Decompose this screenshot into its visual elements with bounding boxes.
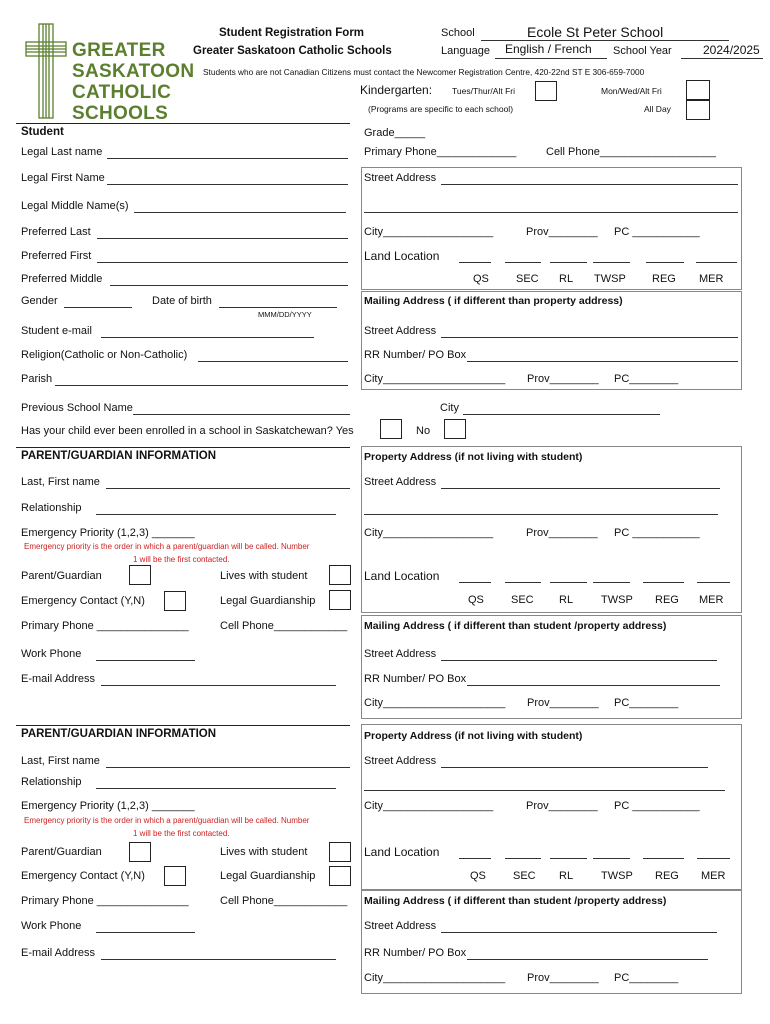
grade-field[interactable]: Grade_____ xyxy=(364,127,426,139)
mail-city-field[interactable]: City____________________ xyxy=(364,373,506,385)
guardian1-name-label: Last, First name xyxy=(21,476,100,488)
guardian2-lives-label: Lives with student xyxy=(220,846,308,858)
guardian2-name-input[interactable] xyxy=(106,767,350,768)
guardian2-emergency-checkbox[interactable] xyxy=(164,866,186,886)
preferred-last-input[interactable] xyxy=(97,238,348,239)
dob-format: MMM/DD/YYYY xyxy=(258,310,312,319)
gender-label: Gender xyxy=(21,295,58,307)
guardian1-mail-street-input[interactable] xyxy=(441,660,717,661)
guardian1-rr-label: RR Number/ PO Box xyxy=(364,673,467,685)
guardian2-work-phone-input[interactable] xyxy=(96,932,195,933)
student-email-label: Student e-mail xyxy=(21,325,92,337)
guardian1-street-input[interactable] xyxy=(441,488,720,489)
guardian2-street-input-2[interactable] xyxy=(364,790,725,791)
guardian2-rr-label: RR Number/ PO Box xyxy=(364,947,467,959)
form-title: Student Registration Form xyxy=(219,27,365,39)
guardian2-land-label: Land Location xyxy=(364,845,440,859)
mail-street-label: Street Address xyxy=(364,325,437,337)
guardian1-mail-street-label: Street Address xyxy=(364,648,437,660)
guardian1-primary-phone[interactable]: Primary Phone _______________ xyxy=(21,620,189,632)
guardian2-land-col-twsp: TWSP xyxy=(601,870,633,882)
legal-last-label: Legal Last name xyxy=(21,146,103,158)
land-col-mer: MER xyxy=(699,273,724,285)
guardian2-mailing-heading: Mailing Address ( if different than student /property address) xyxy=(364,895,667,907)
guardian1-email-input[interactable] xyxy=(101,685,336,686)
guardian2-legal-label: Legal Guardianship xyxy=(220,870,316,882)
street-address-label: Street Address xyxy=(364,172,437,184)
enrolled-no-checkbox[interactable] xyxy=(444,419,466,439)
guardian1-land-col-qs: QS xyxy=(468,594,484,606)
student-mailing-heading: Mailing Address ( if different than property address) xyxy=(364,295,623,307)
guardian1-land-col-sec: SEC xyxy=(511,594,534,606)
religion-label: Religion(Catholic or Non-Catholic) xyxy=(21,349,188,361)
form-subtitle: Greater Saskatoon Catholic Schools xyxy=(193,45,392,57)
guardian1-priority-note-1: Emergency priority is the order in which a parent/guardian will be called. Number xyxy=(24,542,310,551)
logo-line-4: SCHOOLS xyxy=(72,103,169,124)
land-col-twsp: TWSP xyxy=(594,273,626,285)
allday-checkbox[interactable] xyxy=(686,100,710,120)
guardian1-email-label: E-mail Address xyxy=(21,673,95,685)
guardian2-work-phone-label: Work Phone xyxy=(21,920,82,932)
preferred-first-input[interactable] xyxy=(97,262,348,263)
guardian1-work-phone-label: Work Phone xyxy=(21,648,82,660)
guardian1-legal-label: Legal Guardianship xyxy=(220,595,316,607)
guardian2-primary-phone[interactable]: Primary Phone _______________ xyxy=(21,895,189,907)
preferred-middle-input[interactable] xyxy=(110,285,348,286)
guardian1-prov[interactable]: Prov________ xyxy=(526,527,598,539)
guardian2-emergency-label: Emergency Contact (Y,N) xyxy=(21,870,145,882)
legal-first-label: Legal First Name xyxy=(21,172,105,184)
guardian1-name-input[interactable] xyxy=(106,488,350,489)
mon-checkbox[interactable] xyxy=(686,80,710,100)
guardian2-land-col-rl: RL xyxy=(559,870,574,882)
tues-label: Tues/Thur/Alt Fri xyxy=(452,86,515,96)
enrolled-question: Has your child ever been enrolled in a school in Saskatchewan? Yes xyxy=(21,425,354,437)
city-field[interactable]: City__________________ xyxy=(364,226,494,238)
guardian1-emergency-checkbox[interactable] xyxy=(164,591,186,611)
guardian1-mail-city[interactable]: City____________________ xyxy=(364,697,506,709)
guardian1-property-heading: Property Address (if not living with student) xyxy=(364,451,583,463)
school-year-field[interactable]: 2024/2025 xyxy=(703,43,760,57)
primary-phone-field[interactable]: Primary Phone_____________ xyxy=(364,146,517,158)
previous-school-input[interactable] xyxy=(133,414,350,415)
gender-input[interactable] xyxy=(64,307,132,308)
guardian1-land-col-rl: RL xyxy=(559,594,574,606)
guardian1-land-col-reg: REG xyxy=(655,594,679,606)
cross-logo-icon xyxy=(24,22,68,120)
guardian2-city[interactable]: City__________________ xyxy=(364,800,494,812)
guardian1-priority-note-2: 1 will be the first contacted. xyxy=(133,555,230,564)
legal-first-input[interactable] xyxy=(107,184,348,185)
land-location-label: Land Location xyxy=(364,249,440,263)
enrolled-no-label: No xyxy=(416,425,431,437)
land-col-reg: REG xyxy=(652,273,676,285)
street-address-input-2[interactable] xyxy=(364,212,738,213)
allday-label: All Day xyxy=(644,104,671,114)
guardian1-parent-label: Parent/Guardian xyxy=(21,570,102,582)
language-field[interactable]: English / French xyxy=(505,42,592,56)
guardian1-mail-prov[interactable]: Prov________ xyxy=(527,697,599,709)
guardian1-street-label: Street Address xyxy=(364,476,437,488)
guardian2-land-col-sec: SEC xyxy=(513,870,536,882)
guardian2-relationship-label: Relationship xyxy=(21,776,82,788)
mail-pc-field[interactable]: PC________ xyxy=(614,373,679,385)
preferred-middle-label: Preferred Middle xyxy=(21,273,103,285)
preferred-last-label: Preferred Last xyxy=(21,226,91,238)
guardian1-street-input-2[interactable] xyxy=(364,514,718,515)
guardian2-lives-checkbox[interactable] xyxy=(329,842,351,862)
school-field[interactable]: Ecole St Peter School xyxy=(527,24,664,40)
student-email-input[interactable] xyxy=(101,337,314,338)
guardian1-relationship-label: Relationship xyxy=(21,502,82,514)
logo-line-2: SASKATOON xyxy=(72,61,195,82)
guardian1-city[interactable]: City__________________ xyxy=(364,527,494,539)
guardian1-work-phone-input[interactable] xyxy=(96,660,195,661)
guardian2-email-input[interactable] xyxy=(101,959,336,960)
guardian2-land-col-qs: QS xyxy=(470,870,486,882)
prov-field[interactable]: Prov________ xyxy=(526,226,598,238)
cell-phone-field[interactable]: Cell Phone___________________ xyxy=(546,146,717,158)
tues-checkbox[interactable] xyxy=(535,81,557,101)
guardian2-pc[interactable]: PC ___________ xyxy=(614,800,700,812)
student-heading: Student xyxy=(21,126,64,138)
guardian2-land-col-reg: REG xyxy=(655,870,679,882)
guardian1-priority[interactable]: Emergency Priority (1,2,3) _______ xyxy=(21,527,195,539)
guardian2-mail-prov[interactable]: Prov________ xyxy=(527,972,599,984)
previous-school-label: Previous School Name xyxy=(21,402,133,414)
guardian2-name-label: Last, First name xyxy=(21,755,100,767)
land-col-rl: RL xyxy=(559,273,574,285)
guardian1-parent-checkbox[interactable] xyxy=(129,565,151,585)
school-year-label: School Year xyxy=(613,45,672,57)
guardian2-email-label: E-mail Address xyxy=(21,947,95,959)
guardian1-land-col-mer: MER xyxy=(699,594,724,606)
street-address-input[interactable] xyxy=(441,184,738,185)
logo-line-1: GREATER xyxy=(72,40,166,61)
guardian1-pc[interactable]: PC ___________ xyxy=(614,527,700,539)
guardian2-legal-checkbox[interactable] xyxy=(329,866,351,886)
guardian2-street-input[interactable] xyxy=(441,767,708,768)
guardian2-priority-note-1: Emergency priority is the order in which a parent/guardian will be called. Number xyxy=(24,816,310,825)
guardian2-relationship-input[interactable] xyxy=(96,788,336,789)
parish-input[interactable] xyxy=(55,385,348,386)
logo xyxy=(24,22,195,124)
guardian1-legal-checkbox[interactable] xyxy=(329,590,351,610)
language-label: Language xyxy=(441,45,490,57)
guardian2-priority-note-2: 1 will be the first contacted. xyxy=(133,829,230,838)
guardian2-heading: PARENT/GUARDIAN INFORMATION xyxy=(21,728,217,740)
guardian1-relationship-input[interactable] xyxy=(96,514,336,515)
guardian1-cell-phone[interactable]: Cell Phone____________ xyxy=(220,620,348,632)
enrolled-yes-checkbox[interactable] xyxy=(380,419,402,439)
guardian2-property-heading: Property Address (if not living with student) xyxy=(364,730,583,742)
school-label: School xyxy=(441,27,475,39)
guardian1-lives-checkbox[interactable] xyxy=(329,565,351,585)
dob-input[interactable] xyxy=(219,307,337,308)
preferred-first-label: Preferred First xyxy=(21,250,92,262)
rr-number-input[interactable] xyxy=(467,361,738,362)
legal-middle-input[interactable] xyxy=(134,212,346,213)
guardian2-land-col-mer: MER xyxy=(701,870,726,882)
previous-city-label: City xyxy=(440,402,459,414)
legal-last-input[interactable] xyxy=(107,158,348,159)
guardian1-rr-input[interactable] xyxy=(467,685,720,686)
rr-number-label: RR Number/ PO Box xyxy=(364,349,467,361)
guardian2-mail-city[interactable]: City____________________ xyxy=(364,972,506,984)
guardian2-mail-street-input[interactable] xyxy=(441,932,717,933)
guardian2-priority[interactable]: Emergency Priority (1,2,3) _______ xyxy=(21,800,195,812)
kindergarten-label: Kindergarten: xyxy=(360,83,433,97)
guardian1-emergency-label: Emergency Contact (Y,N) xyxy=(21,595,145,607)
mon-label: Mon/Wed/Alt Fri xyxy=(601,86,662,96)
guardian2-mail-pc[interactable]: PC________ xyxy=(614,972,679,984)
programs-note: (Programs are specific to each school) xyxy=(368,104,514,114)
guardian2-parent-checkbox[interactable] xyxy=(129,842,151,862)
mail-street-input[interactable] xyxy=(441,337,738,338)
guardian1-mail-pc[interactable]: PC________ xyxy=(614,697,679,709)
land-col-sec: SEC xyxy=(516,273,539,285)
guardian1-mailing-heading: Mailing Address ( if different than student /property address) xyxy=(364,620,667,632)
pc-field[interactable]: PC ___________ xyxy=(614,226,700,238)
guardian1-heading: PARENT/GUARDIAN INFORMATION xyxy=(21,450,217,462)
guardian2-mail-street-label: Street Address xyxy=(364,920,437,932)
guardian1-land-label: Land Location xyxy=(364,569,440,583)
guardian2-cell-phone[interactable]: Cell Phone____________ xyxy=(220,895,348,907)
previous-city-input[interactable] xyxy=(463,414,660,415)
dob-label: Date of birth xyxy=(152,295,212,307)
logo-line-3: CATHOLIC xyxy=(72,82,172,103)
guardian2-rr-input[interactable] xyxy=(467,959,708,960)
guardian2-parent-label: Parent/Guardian xyxy=(21,846,102,858)
parish-label: Parish xyxy=(21,373,53,385)
newcomer-note: Students who are not Canadian Citizens must contact the Newcomer Registration Centre, 420-22nd ST E 306-659-7000 xyxy=(203,67,645,77)
religion-input[interactable] xyxy=(198,361,348,362)
guardian2-street-label: Street Address xyxy=(364,755,437,767)
guardian1-lives-label: Lives with student xyxy=(220,570,308,582)
mail-prov-field[interactable]: Prov________ xyxy=(527,373,599,385)
land-col-qs: QS xyxy=(473,273,489,285)
guardian1-land-col-twsp: TWSP xyxy=(601,594,633,606)
guardian2-prov[interactable]: Prov________ xyxy=(526,800,598,812)
legal-middle-label: Legal Middle Name(s) xyxy=(21,200,129,212)
